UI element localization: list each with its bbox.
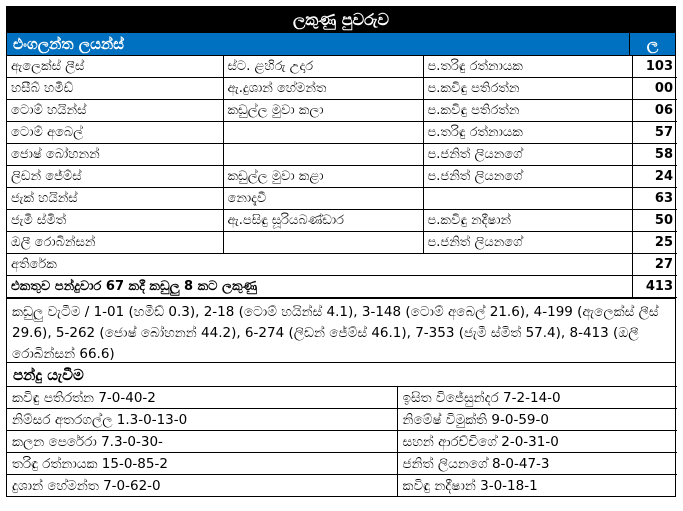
scorecard-title: ලකුණු පුවරුව: [7, 7, 675, 33]
batter-name: ජැමී ස්මිත්: [7, 210, 223, 232]
total-row: [7, 276, 677, 298]
dismissal-fielder: [223, 122, 423, 144]
team-header: [7, 33, 675, 56]
bowling-table: [7, 386, 677, 496]
dismissal-fielder: ඇ.පසිඳු සූරියබණ්ඩාර: [223, 210, 423, 232]
dismissal-fielder: කඩුල්ල මුවා කලා: [223, 100, 423, 122]
batter-runs: 24: [632, 166, 677, 188]
dismissal-bowler: [423, 188, 632, 210]
batter-name: ජැක් හයින්ස්: [7, 188, 223, 210]
dismissal-fielder: [223, 232, 423, 254]
total-value: 413: [632, 276, 677, 298]
total-label: එකතුව පන්දුවාර 67 කදී කඩුලු 8 කට ලකුණු: [7, 276, 632, 298]
batter-runs: 63: [632, 188, 677, 210]
bowling-row: [7, 431, 677, 453]
batting-row: [7, 144, 677, 166]
extras-value: 27: [632, 254, 677, 276]
batter-runs: 57: [632, 122, 677, 144]
dismissal-bowler: ප.ජනිත් ලියනගේ: [423, 232, 632, 254]
bowler-figures: තරිඳු රත්නායක 15-0-85-2: [7, 453, 397, 475]
dismissal-bowler: ප.තරිඳු රත්නායක: [423, 122, 632, 144]
batter-runs: 25: [632, 232, 677, 254]
batter-name: ඔලී රොබින්සන්: [7, 232, 223, 254]
batter-name: ඇලෙක්ස් ලීස්: [7, 56, 223, 78]
bowler-figures: කවිඳු නදීෂාන් 3-0-18-1: [397, 475, 677, 497]
batter-runs: 00: [632, 78, 677, 100]
bowling-row: [7, 475, 677, 497]
batter-name: ජොෂ් බෝහනන්: [7, 144, 223, 166]
batting-row: [7, 122, 677, 144]
bowler-figures: ජනිත් ලියනගේ 8-0-47-3: [397, 453, 677, 475]
dismissal-fielder: [223, 144, 423, 166]
bowler-figures: දුශාන් හේමන්ත 7-0-62-0: [7, 475, 397, 497]
bowler-figures: නිම්සර අතරගල්ල 1.3-0-13-0: [7, 409, 397, 431]
bowler-figures: නිමේෂ් විමුක්ති 9-0-59-0: [397, 409, 677, 431]
dismissal-bowler: ප.ජනිත් ලියනගේ: [423, 144, 632, 166]
dismissal-bowler: ප.තරිඳු රත්නායක: [423, 56, 632, 78]
dismissal-fielder: නොදැවී: [223, 188, 423, 210]
batting-table: [7, 56, 677, 298]
bowler-figures: කවිඳු පතිරත්න 7-0-40-2: [7, 387, 397, 409]
batting-row: [7, 232, 677, 254]
dismissal-fielder: ඇ.දුශාන් හේමන්ත: [223, 78, 423, 100]
runs-column-header: ල: [629, 33, 675, 55]
batter-runs: 50: [632, 210, 677, 232]
batting-row: [7, 56, 677, 78]
extras-row: [7, 254, 677, 276]
team-name: එංගලන්ත ලයන්ස්: [13, 35, 124, 53]
batter-name: ටොම් අබෙල්: [7, 122, 223, 144]
batter-name: හසීබ් හමීඩ්: [7, 78, 223, 100]
batting-row: [7, 188, 677, 210]
batter-runs: 103: [632, 56, 677, 78]
batting-row: [7, 100, 677, 122]
batting-row: [7, 166, 677, 188]
fall-of-wickets: කඩුලු වැටීම / 1-01 (හමීඩ් 0.3), 2-18 (ටොම් හයින්ස් 4.1), 3-148 (ටොම් අබෙල් 21.6), 4-199 (ඇලෙක්ස් ලීස් 29.6), 5-262 (ජොෂ් බෝහනන් 44.2), 6-274 (ලිඩන් ජේම්ස් 46.1), 7-353 (ජැමී ස්මිත් 57.4), 8-413 (ඔලී රොබින්සන් 66.6): [7, 298, 675, 362]
batter-runs: 58: [632, 144, 677, 166]
dismissal-bowler: ප.කවිඳු පතිරත්න: [423, 100, 632, 122]
batting-row: [7, 210, 677, 232]
batter-name: ලිඩන් ජේම්ස්: [7, 166, 223, 188]
bowling-row: [7, 409, 677, 431]
bowler-figures: සහන් ආරච්චිගේ 2-0-31-0: [397, 431, 677, 453]
dismissal-fielder: ස්ට. ළහිරු උදාර: [223, 56, 423, 78]
batter-runs: 06: [632, 100, 677, 122]
batter-name: ටොම් හයින්ස්: [7, 100, 223, 122]
extras-label: අතිරේක: [7, 254, 632, 276]
dismissal-bowler: ප.කවිඳු පතිරත්න: [423, 78, 632, 100]
bowler-figures: කලන පෙරේරා 7.3-0-30-: [7, 431, 397, 453]
dismissal-bowler: ප.කවිඳු නදීෂාන්: [423, 210, 632, 232]
bowling-row: [7, 387, 677, 409]
batting-row: [7, 78, 677, 100]
bowling-header: පන්දු යැවීම: [7, 362, 675, 386]
dismissal-fielder: කඩුල්ල මුවා කළා: [223, 166, 423, 188]
bowling-row: [7, 453, 677, 475]
bowler-figures: ඉසිත විජේසුන්දර 7-2-14-0: [397, 387, 677, 409]
scorecard: [6, 6, 676, 497]
dismissal-bowler: ප.ජනිත් ලියනගේ: [423, 166, 632, 188]
